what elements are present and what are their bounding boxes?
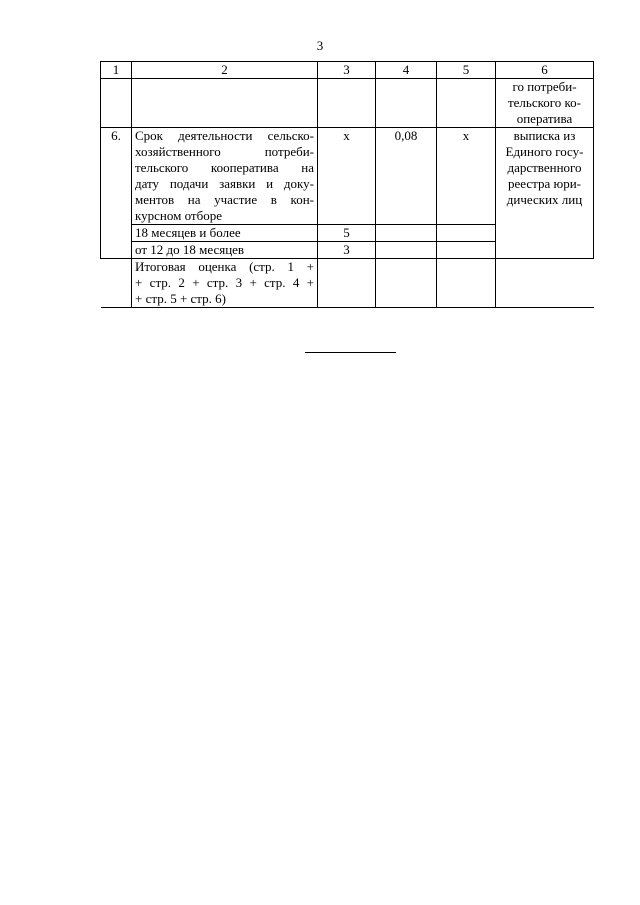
row-6-col4: 0,08	[376, 128, 437, 225]
option-2-col5	[437, 242, 496, 259]
header-cell-5: 5	[437, 62, 496, 79]
row-6-source-line: дических лиц	[506, 192, 583, 207]
page-number: 3	[316, 38, 324, 53]
option-1-col5	[437, 225, 496, 242]
header-cell-2: 2	[132, 62, 318, 79]
total-cell-6	[496, 259, 594, 308]
cont-cell-2	[132, 79, 318, 128]
row-6-source-line: реестра юри-	[508, 176, 581, 191]
cont-col6-line: го потреби-	[512, 79, 577, 94]
option-1-label: 18 месяцев и более	[132, 225, 318, 242]
total-row	[101, 259, 594, 308]
total-cell-4	[376, 259, 437, 308]
continuation-row	[101, 79, 594, 128]
header-cell-6: 6	[496, 62, 594, 79]
row-6-title-line: Срок деятельности сельско-	[135, 128, 314, 143]
cont-cell-6	[496, 79, 594, 128]
total-label-line: + стр. 2 + стр. 3 + стр. 4 +	[135, 275, 314, 290]
row-6-title-line: ментов на участие в кон-	[135, 192, 314, 207]
total-cell-3	[318, 259, 376, 308]
total-cell-1	[101, 259, 132, 308]
cont-cell-1	[101, 79, 132, 128]
row-6-main	[101, 128, 594, 225]
cont-cell-4	[376, 79, 437, 128]
row-6-source-line: выписка из	[513, 128, 576, 143]
header-cell-1: 1	[101, 62, 132, 79]
row-6-source	[496, 128, 594, 259]
row-6-source-line: Единого госу-	[505, 144, 584, 159]
row-6-title-line: курсном отборе	[135, 208, 222, 223]
cont-col6-line: тельского ко-	[507, 95, 582, 110]
table-header-row	[101, 62, 594, 79]
row-6-title-line: хозяйственного потреби-	[135, 144, 314, 159]
row-6-col3: х	[318, 128, 376, 225]
total-cell-5	[437, 259, 496, 308]
row-6-source-line: дарственного	[507, 160, 582, 175]
row-6-title-line: дату подачи заявки и доку-	[135, 176, 314, 191]
option-2-label: от 12 до 18 месяцев	[132, 242, 318, 259]
total-label	[132, 259, 318, 308]
total-label-line: Итоговая оценка (стр. 1 +	[135, 259, 314, 274]
header-cell-4: 4	[376, 62, 437, 79]
row-6-col5: х	[437, 128, 496, 225]
total-label-line: + стр. 5 + стр. 6)	[135, 291, 226, 306]
criteria-table	[100, 61, 594, 308]
cont-cell-5	[437, 79, 496, 128]
cont-col6-line: оператива	[516, 111, 573, 126]
option-2-score: 3	[318, 242, 376, 259]
row-6-title-line: тельского кооператива на	[135, 160, 314, 175]
cont-cell-3	[318, 79, 376, 128]
option-2-col4	[376, 242, 437, 259]
row-6-number: 6.	[101, 128, 132, 259]
option-1-col4	[376, 225, 437, 242]
header-cell-3: 3	[318, 62, 376, 79]
option-1-score: 5	[318, 225, 376, 242]
row-6-title	[132, 128, 318, 225]
end-rule-divider	[305, 352, 396, 353]
